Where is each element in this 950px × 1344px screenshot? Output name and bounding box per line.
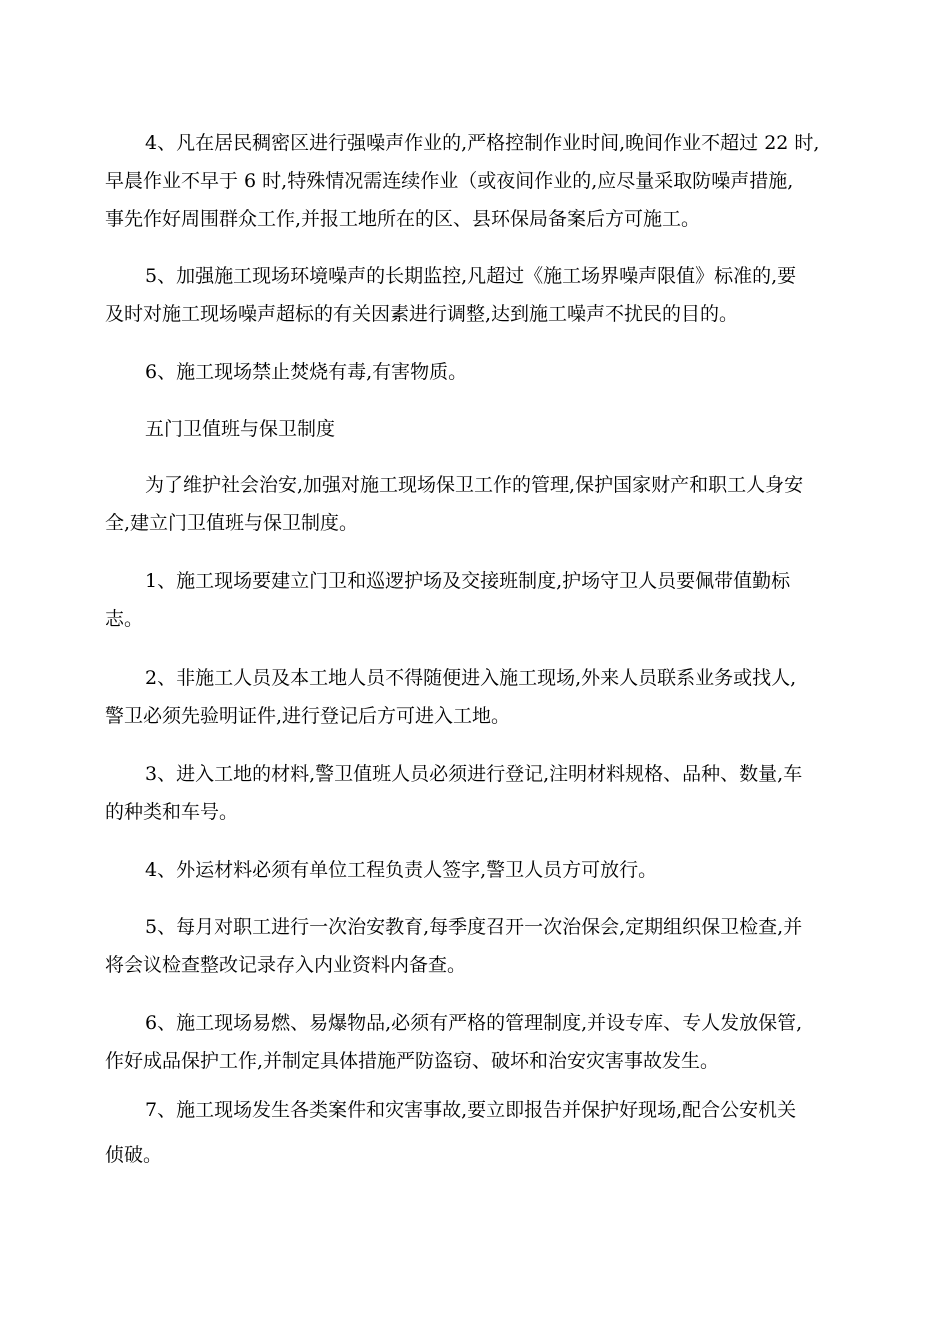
paragraph-noise-monitoring bbox=[105, 257, 850, 333]
text-line: 全,建立门卫值班与保卫制度。 bbox=[105, 512, 359, 534]
text-line: 7、施工现场发生各类案件和灾害事故,要立即报告并保护好现场,配合公安机关 bbox=[145, 1099, 797, 1121]
text-line: 警卫必须先验明证件,进行登记后方可进入工地。 bbox=[105, 705, 511, 727]
paragraph-security-education bbox=[105, 908, 850, 984]
text-line: 事先作好周围群众工作,并报工地所在的区、县环保局备案后方可施工。 bbox=[105, 208, 701, 230]
text-line: 6、施工现场禁止焚烧有毒,有害物质。 bbox=[145, 361, 468, 383]
text-line: 将会议检查整改记录存入内业资料内备查。 bbox=[105, 954, 467, 976]
text-line: 早晨作业不早于 6 时,特殊情况需连续作业（或夜间作业的,应尽量采取防噪声措施, bbox=[105, 170, 794, 192]
text-line: 4、外运材料必须有单位工程负责人签字,警卫人员方可放行。 bbox=[145, 859, 658, 881]
section-heading bbox=[105, 410, 850, 448]
paragraph-intro bbox=[105, 466, 850, 542]
text-line: 5、加强施工现场环境噪声的长期监控,凡超过《施工场界噪声限值》标准的,要 bbox=[145, 265, 797, 287]
text-line: 3、进入工地的材料,警卫值班人员必须进行登记,注明材料规格、品种、数量,车 bbox=[145, 763, 803, 785]
text-line: 作好成品保护工作,并制定具体措施严防盗窃、破坏和治安灾害事故发生。 bbox=[105, 1050, 720, 1072]
text-line: 为了维护社会治安,加强对施工现场保卫工作的管理,保护国家财产和职工人身安 bbox=[145, 474, 804, 496]
text-line: 及时对施工现场噪声超标的有关因素进行调整,达到施工噪声不扰民的目的。 bbox=[105, 303, 739, 325]
text-line: 的种类和车号。 bbox=[105, 801, 239, 823]
section-title: 五门卫值班与保卫制度 bbox=[145, 418, 336, 440]
paragraph-no-burning bbox=[105, 353, 850, 391]
paragraph-visitor-control bbox=[105, 659, 850, 735]
paragraph-material-registration bbox=[105, 755, 850, 831]
text-line: 5、每月对职工进行一次治安教育,每季度召开一次治保会,定期组织保卫检查,并 bbox=[145, 916, 803, 938]
paragraph-outbound-material bbox=[105, 851, 850, 889]
paragraph-noise-night-work bbox=[105, 124, 850, 238]
paragraph-flammable-materials bbox=[105, 1004, 850, 1080]
text-line: 志。 bbox=[105, 608, 144, 630]
text-line: 1、施工现场要建立门卫和巡逻护场及交接班制度,护场守卫人员要佩带值勤标 bbox=[145, 570, 791, 592]
paragraph-guard-system bbox=[105, 562, 850, 638]
text-line: 侦破。 bbox=[105, 1144, 163, 1166]
text-line: 4、凡在居民稠密区进行强噪声作业的,严格控制作业时间,晚间作业不超过 22 时, bbox=[145, 132, 820, 154]
text-line: 2、非施工人员及本工地人员不得随便进入施工现场,外来人员联系业务或找人, bbox=[145, 667, 797, 689]
paragraph-incident-reporting bbox=[105, 1088, 850, 1178]
text-line: 6、施工现场易燃、易爆物品,必须有严格的管理制度,并设专库、专人发放保管, bbox=[145, 1012, 803, 1034]
